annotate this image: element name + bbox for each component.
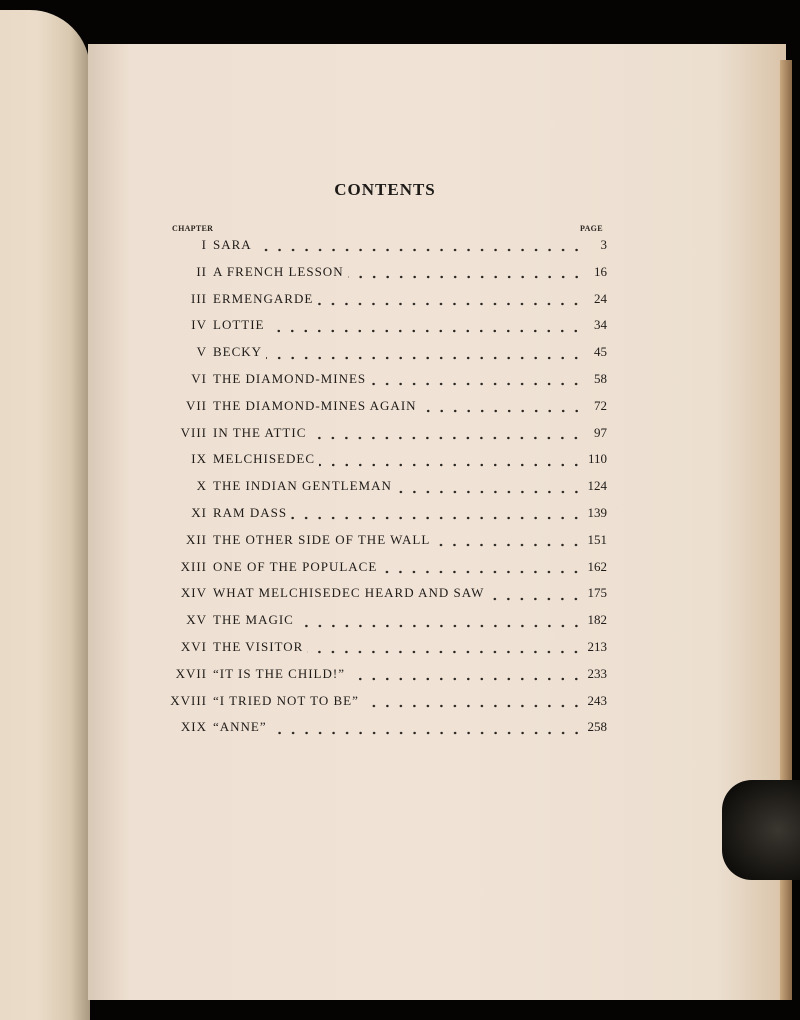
page-number: 124 — [587, 478, 607, 494]
chapter-number: XVII — [175, 665, 207, 681]
chapter-title: IN THE ATTIC — [213, 424, 307, 440]
toc-entry — [160, 342, 607, 369]
dot-leader — [268, 328, 583, 334]
toc-entry — [160, 717, 607, 744]
page-number: 162 — [587, 558, 607, 574]
toc-entry — [160, 530, 607, 557]
chapter-number: IV — [191, 317, 207, 333]
dot-leader — [266, 355, 583, 361]
chapter-title: RAM DASS — [213, 504, 288, 520]
chapter-title: SARA — [213, 237, 252, 252]
page-title: CONTENTS — [334, 180, 436, 199]
chapter-number: VI — [191, 370, 207, 386]
dot-leader — [291, 515, 583, 521]
chapter-title: BECKY — [213, 344, 263, 360]
chapter-number: X — [196, 478, 207, 494]
toc-entry — [160, 637, 607, 664]
chapter-number: V — [196, 344, 207, 360]
toc-entry — [160, 583, 607, 610]
chapter-title: “IT IS THE CHILD!” — [213, 665, 345, 681]
toc-entry — [160, 315, 607, 342]
page-number: 110 — [587, 451, 607, 467]
page-number: 243 — [587, 692, 607, 708]
chapter-number: II — [196, 263, 207, 279]
chapter-number: VIII — [180, 424, 207, 440]
toc-entry — [160, 289, 607, 316]
toc-entry — [160, 449, 607, 476]
toc-entry — [160, 423, 607, 450]
dot-leader — [363, 703, 583, 709]
chapter-number: XIV — [180, 585, 207, 601]
toc-entry — [160, 476, 607, 503]
dot-leader — [310, 435, 583, 441]
chapter-header: CHAPTER — [172, 224, 214, 233]
dot-leader — [434, 542, 583, 548]
chapter-title: ERMENGARDE — [213, 290, 314, 306]
dot-leader — [349, 676, 583, 682]
chapter-title: “ANNE” — [213, 719, 267, 735]
chapter-number: VII — [185, 397, 207, 413]
chapter-number: XIX — [180, 719, 207, 735]
chapter-title: LOTTIE — [213, 317, 265, 333]
page-number: 34 — [594, 317, 607, 333]
chapter-title: THE INDIAN GENTLEMAN — [213, 478, 392, 494]
toc-entry — [160, 369, 607, 396]
left-page — [0, 10, 90, 1020]
chapter-number: XVIII — [170, 692, 207, 708]
toc-entry — [160, 262, 607, 289]
dot-leader — [307, 649, 583, 655]
toc-entry — [160, 557, 607, 584]
dot-leader — [381, 569, 583, 575]
dot-leader — [319, 462, 583, 468]
toc-entry — [160, 691, 607, 718]
chapter-number: I — [201, 237, 207, 252]
page-number: 151 — [587, 531, 607, 547]
toc-entry — [160, 396, 607, 423]
page-number: 175 — [587, 585, 607, 601]
dot-leader — [488, 596, 583, 602]
page-number: 3 — [600, 237, 607, 252]
table-of-contents — [160, 235, 607, 744]
dot-leader — [396, 489, 583, 495]
chapter-number: XIII — [180, 558, 207, 574]
page-number: 182 — [587, 612, 607, 628]
page-number: 258 — [587, 719, 607, 735]
page-number: 97 — [594, 424, 607, 440]
toc-entry — [160, 235, 607, 262]
chapter-title: THE MAGIC — [213, 612, 294, 628]
chapter-title: THE DIAMOND-MINES — [213, 370, 367, 386]
chapter-title: ONE OF THE POPULACE — [213, 558, 378, 574]
dot-leader — [271, 730, 583, 736]
page-number: 233 — [587, 665, 607, 681]
dot-leader — [348, 274, 583, 280]
chapter-title: THE DIAMOND-MINES AGAIN — [213, 397, 417, 413]
toc-entry — [160, 664, 607, 691]
page-number: 139 — [587, 504, 607, 520]
dot-leader — [298, 623, 583, 629]
chapter-title: THE OTHER SIDE OF THE WALL — [213, 531, 431, 547]
page-header: PAGE — [580, 224, 603, 233]
page-number: 58 — [594, 370, 607, 386]
page-number: 24 — [594, 290, 607, 306]
dot-leader — [256, 247, 583, 253]
dot-leader — [317, 301, 583, 307]
chapter-number: XII — [185, 531, 207, 547]
book-clip — [722, 780, 800, 880]
dot-leader — [370, 381, 583, 387]
chapter-title: A FRENCH LESSON — [213, 263, 344, 279]
chapter-number: III — [191, 290, 207, 306]
page-number: 45 — [594, 344, 607, 360]
page-number: 16 — [594, 263, 607, 279]
chapter-number: XV — [186, 612, 207, 628]
page-number: 213 — [587, 638, 607, 654]
chapter-title: WHAT MELCHISEDEC HEARD AND SAW — [213, 585, 485, 601]
chapter-number: XI — [191, 504, 207, 520]
chapter-number: IX — [191, 451, 207, 467]
chapter-title: MELCHISEDEC — [213, 451, 315, 467]
chapter-number: XVI — [180, 638, 207, 654]
chapter-title: THE VISITOR — [213, 638, 304, 654]
chapter-title: “I TRIED NOT TO BE” — [213, 692, 359, 708]
page-number: 72 — [594, 397, 607, 413]
toc-entry — [160, 503, 607, 530]
toc-entry — [160, 610, 607, 637]
dot-leader — [421, 408, 583, 414]
